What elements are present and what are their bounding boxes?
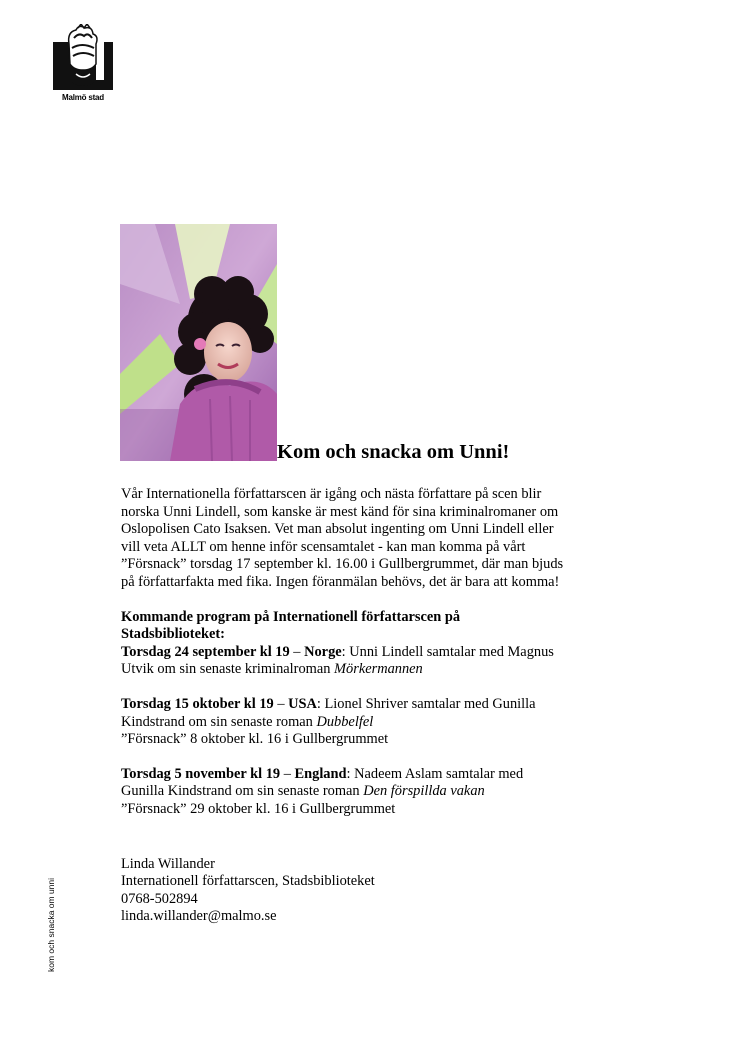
- forsnack-line: ”Försnack” 29 oktober kl. 16 i Gullbergrummet: [121, 800, 396, 817]
- contact-org: Internationell författarscen, Stadsbiblioteket: [121, 873, 375, 890]
- headline: Kom och snacka om Unni!: [277, 441, 510, 463]
- event-date: Torsdag 15 oktober kl 19: [121, 695, 274, 712]
- event-1-line-1: Torsdag 24 september kl 19 – Norge: Unni Lindell samtalar med Magnus: [121, 643, 554, 660]
- contact-name: Linda Willander: [121, 855, 215, 872]
- book-title: Mörkermannen: [334, 661, 423, 678]
- book-title: Dubbelfel: [316, 713, 374, 730]
- logo-wordmark: Malmö stad: [61, 93, 104, 102]
- event-1-line-2: Utvik om sin senaste kriminalroman Mörkermannen: [121, 661, 423, 678]
- contact-email[interactable]: linda.willander@malmo.se: [121, 908, 277, 925]
- contact-phone: 0768-502894: [121, 890, 198, 907]
- malmo-stad-logo: [52, 24, 114, 106]
- event-date: Torsdag 5 november kl 19: [121, 765, 281, 782]
- program-section: [121, 609, 591, 679]
- intro-line: Oslopolisen Cato Isaksen. Vet man absolut ingenting om Unni Lindell eller: [121, 521, 554, 538]
- author-photo: [120, 224, 277, 461]
- event-country: England: [294, 765, 347, 782]
- article-body: [121, 486, 591, 926]
- event-country: USA: [288, 695, 317, 712]
- intro-line: norska Unni Lindell, som kanske är mest känd för sina kriminalromaner om: [121, 503, 559, 520]
- intro-line: Vår Internationella författarscen är igång och nästa författare på scen blir: [121, 486, 542, 502]
- intro-line: ”Försnack” torsdag 17 september kl. 16.00 i Gullbergrummet, där man bjuds: [121, 556, 564, 573]
- event-2: Torsdag 15 oktober kl 19 – USA: Lionel Shriver samtalar med Gunilla Kindstrand om sin senaste roman Dubbelfel ”Försnack” 8 oktober kl. 16 i Gullbergrummet: [121, 696, 591, 749]
- program-heading: Stadsbiblioteket:: [121, 626, 225, 643]
- event-country: Norge: [304, 643, 342, 660]
- griffin-crest-icon: [52, 24, 114, 92]
- event-date: Torsdag 24 september kl 19: [121, 643, 290, 660]
- book-title: Den förspillda vakan: [363, 783, 485, 800]
- side-caption: kom och snacka om unni: [46, 877, 56, 972]
- intro-line: vill veta ALLT om henne inför scensamtalet - kan man komma på vårt: [121, 538, 526, 555]
- intro-paragraph: [121, 486, 591, 592]
- contact-block: [121, 856, 591, 926]
- intro-line: på författarfakta med fika. Ingen föranmälan behövs, det är bara att komma!: [121, 573, 560, 590]
- program-heading: Kommande program på Internationell författarscen på: [121, 608, 461, 625]
- forsnack-line: ”Försnack” 8 oktober kl. 16 i Gullbergrummet: [121, 731, 389, 748]
- event-3: Torsdag 5 november kl 19 – England: Nadeem Aslam samtalar med Gunilla Kindstrand om sin senaste roman Den förspillda vakan ”Försnack” 29 oktober kl. 16 i Gullbergrummet: [121, 766, 591, 819]
